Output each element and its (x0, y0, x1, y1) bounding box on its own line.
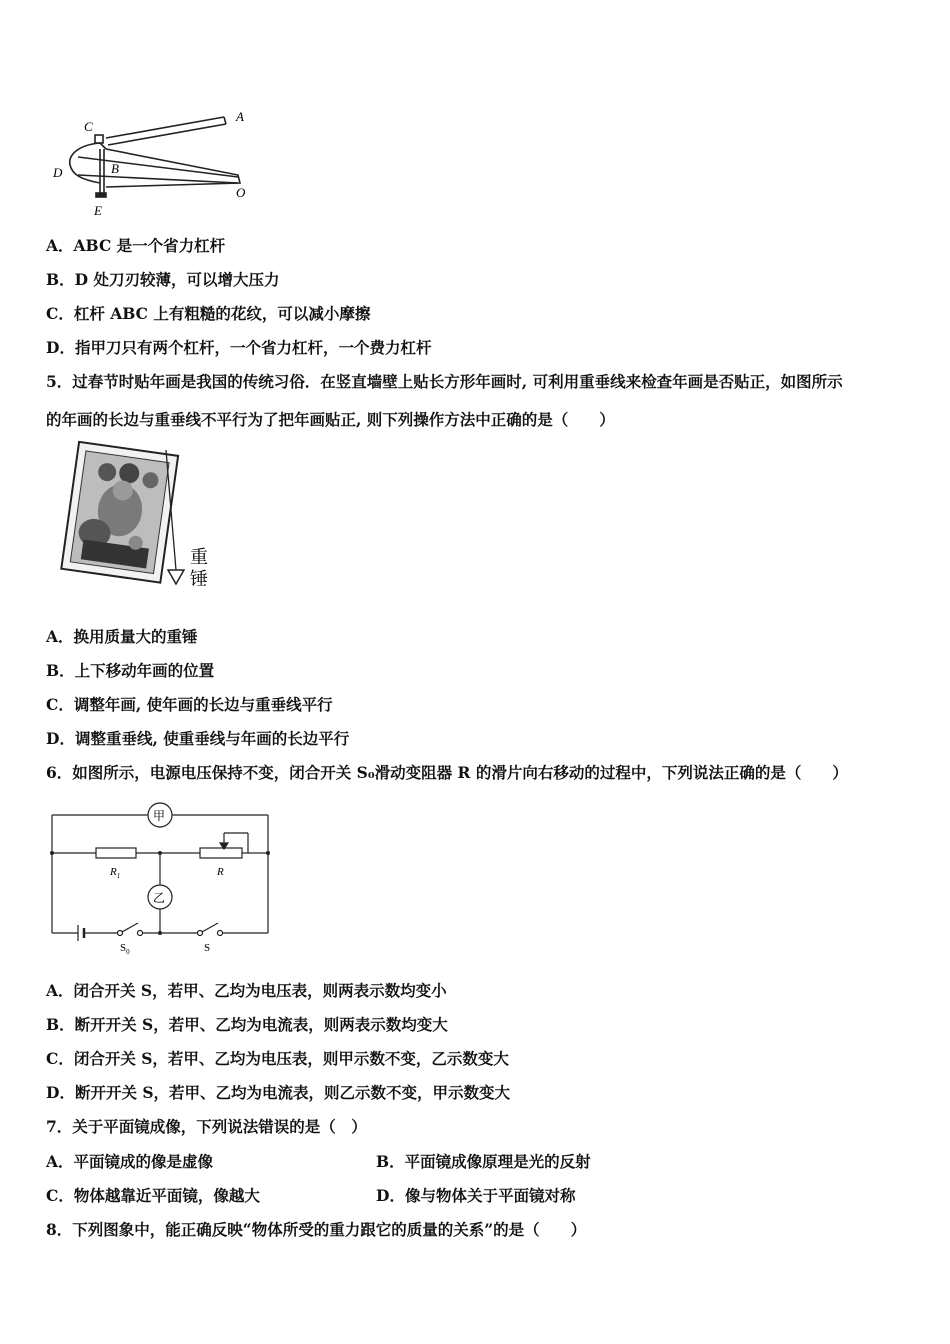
meter-jia-label: 甲 (153, 809, 166, 823)
q8-stem: 8．下列图象中，能正确反映“物体所受的重力跟它的质量的关系”的是（ ） (46, 1220, 587, 1239)
r-label: R (217, 866, 224, 878)
q5-option-d: D．调整重垂线, 使重垂线与年画的长边平行 (46, 729, 350, 748)
q4-option-c: C．杠杆 ABC 上有粗糙的花纹，可以减小摩擦 (46, 304, 371, 323)
q6-option-c: C．闭合开关 S，若甲、乙均为电压表，则甲示数不变，乙示数变大 (46, 1049, 509, 1068)
q7-option-b: B．平面镜成像原理是光的反射 (376, 1152, 591, 1171)
q7-option-d: D．像与物体关于平面镜对称 (376, 1186, 576, 1205)
q7-option-a: A．平面镜成的像是虚像 (46, 1152, 214, 1171)
nail-clipper-figure (48, 105, 263, 220)
circuit-figure (48, 795, 278, 955)
plumb-label-top: 重 (190, 547, 208, 567)
label-a: A (236, 109, 244, 124)
label-d: D (53, 165, 63, 180)
plumb-label-bottom: 锤 (190, 569, 208, 589)
q5-option-c: C．调整年画, 使年画的长边与重垂线平行 (46, 695, 333, 714)
q5-option-a: A．换用质量大的重锤 (46, 627, 198, 646)
q4-option-b: B．D 处刀刃较薄，可以增大压力 (46, 270, 280, 289)
q6-option-d: D．断开开关 S，若甲、乙均为电流表，则乙示数不变，甲示数变大 (46, 1083, 511, 1102)
label-o: O (236, 185, 246, 200)
r1-label: $R_1$ (110, 866, 121, 880)
q7-stem: 7．关于平面镜成像，下列说法错误的是（ ） (46, 1117, 367, 1136)
q7-option-c: C．物体越靠近平面镜，像越大 (46, 1186, 260, 1205)
q5-option-b: B．上下移动年画的位置 (46, 661, 215, 680)
label-e: E (94, 203, 102, 218)
q6-option-a: A．闭合开关 S，若甲、乙均为电压表，则两表示数均变小 (46, 981, 447, 1000)
q4-option-d: D．指甲刀只有两个杠杆，一个省力杠杆，一个费力杠杆 (46, 338, 432, 357)
new-year-picture-figure (48, 440, 228, 590)
q6-stem: 6．如图所示，电源电压保持不变，闭合开关 S₀滑动变阻器 R 的滑片向右移动的过程中，下列说法正确的是（ ） (46, 763, 848, 782)
meter-yi-label: 乙 (153, 891, 166, 905)
q4-option-a: A．ABC 是一个省力杠杆 (46, 236, 226, 255)
q5-stem-line2: 的年画的长边与重垂线不平行为了把年画贴正, 则下列操作方法中正确的是（ ） (46, 410, 615, 429)
label-b: B (111, 161, 119, 176)
q6-option-b: B．断开开关 S，若甲、乙均为电流表，则两表示数均变大 (46, 1015, 448, 1034)
s0-label: $S_0$ (120, 942, 130, 955)
s-label: S (204, 942, 211, 954)
label-c: C (84, 119, 93, 134)
q5-stem-line1: 5．过春节时贴年画是我国的传统习俗．在竖直墙壁上贴长方形年画时, 可利用重垂线来检查年画是否贴正，如图所示 (46, 372, 843, 391)
